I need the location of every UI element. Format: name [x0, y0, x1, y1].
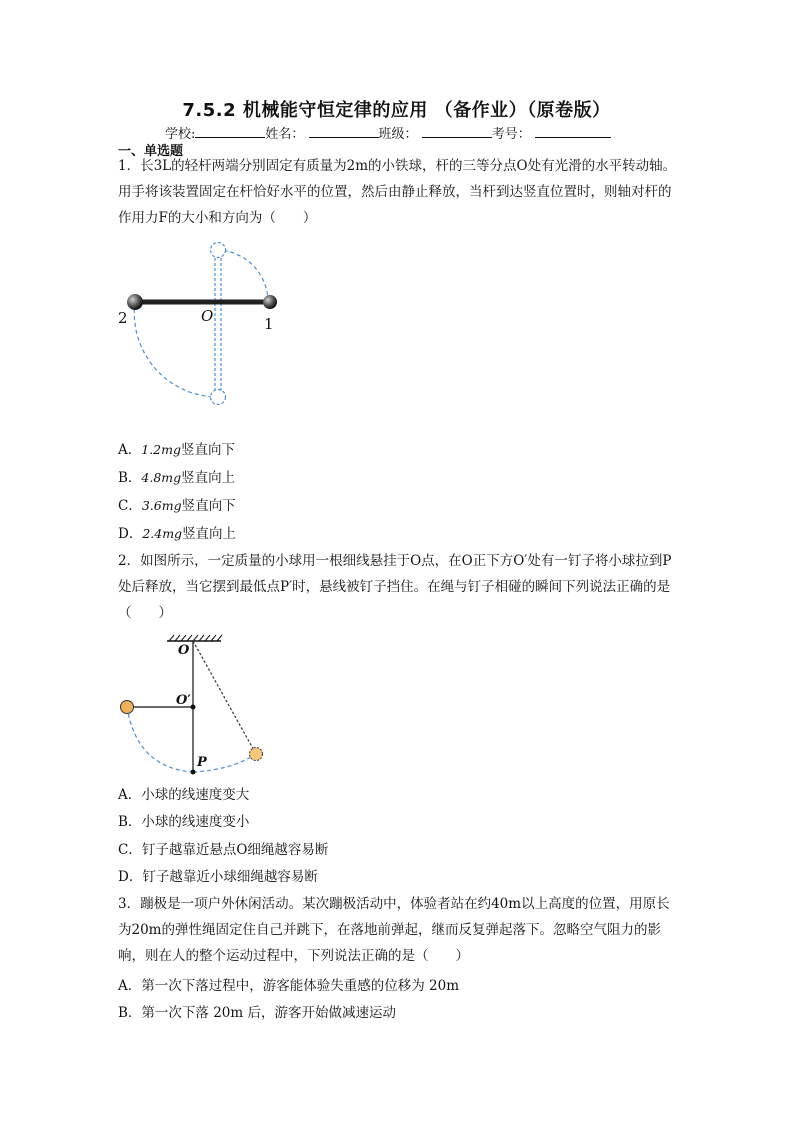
option-text: 竖直向上	[182, 526, 237, 542]
section-heading: 一、单选题	[118, 144, 184, 159]
q2-option-d[interactable]	[118, 867, 318, 887]
option-value: 4.8mg	[141, 470, 182, 485]
option-letter: C．	[118, 498, 142, 514]
name-blank[interactable]	[309, 125, 379, 138]
horizontal-rod	[135, 300, 268, 305]
option-letter: C．	[118, 842, 142, 858]
q1-option-a[interactable]	[118, 440, 235, 460]
school-label: 学校:	[165, 127, 196, 142]
school-blank[interactable]	[195, 125, 265, 138]
option-text: 钉子越靠近悬点O细绳越容易断	[141, 842, 329, 858]
option-letter: D．	[118, 869, 143, 885]
q1-option-d[interactable]	[118, 524, 236, 544]
exam-number-label: 考号：	[491, 127, 531, 142]
q3-option-a[interactable]	[118, 976, 459, 996]
exam-number-blank[interactable]	[535, 125, 611, 138]
question-2-text: 2．如图所示，一定质量的小球用一根细线悬挂于O点，在O正下方O′处有一钉子将小球拉到P处后释放，当它摆到最低点P′时，悬线被钉子挡住。在绳与钉子相碰的瞬间下列说法正确的是（ ）	[118, 553, 672, 621]
page-title: 7.5.2 机械能守恒定律的应用 （备作业）（原卷版）	[182, 100, 611, 121]
option-text: 竖直向下	[181, 498, 236, 514]
label-o-prime: O′	[176, 693, 191, 708]
option-text: 第一次下落过程中，游客能体验失重感的位移为 20m	[141, 978, 460, 994]
label-ball-1: 1	[264, 315, 274, 333]
option-letter: A．	[118, 442, 142, 458]
iron-ball-1	[263, 295, 277, 309]
q1-option-b[interactable]	[118, 468, 235, 488]
q3-option-b[interactable]	[118, 1003, 396, 1023]
q2-option-b[interactable]	[118, 812, 249, 832]
lowest-point	[191, 770, 196, 775]
dashed-arc-left	[127, 707, 193, 772]
label-p: P	[197, 755, 207, 770]
question-2-figure	[115, 632, 275, 782]
dotted-string	[193, 641, 256, 754]
q2-option-c[interactable]	[118, 840, 328, 860]
nail-point	[191, 705, 196, 710]
ball-right-dashed	[250, 748, 263, 761]
option-letter: A．	[118, 787, 142, 803]
option-letter: B．	[118, 814, 142, 830]
option-text: 钉子越靠近小球细绳越容易断	[142, 869, 318, 885]
option-value: 3.6mg	[141, 498, 182, 513]
option-text: 竖直向上	[181, 470, 236, 486]
dashed-arc-ball-1	[218, 250, 268, 302]
ceiling-hatch	[169, 635, 222, 641]
option-text: 竖直向下	[180, 442, 235, 458]
option-text: 第一次下落 20m 后，游客开始做减速运动	[141, 1005, 396, 1021]
option-letter: D．	[118, 526, 143, 542]
option-value: 2.4mg	[142, 526, 183, 541]
name-label: 姓名：	[265, 127, 305, 142]
label-ball-2: 2	[118, 309, 128, 327]
ball-left	[121, 701, 134, 714]
student-info-line	[165, 123, 611, 142]
question-1-figure	[115, 240, 285, 410]
label-o: O	[178, 643, 190, 658]
iron-ball-2	[127, 294, 143, 310]
option-value: 1.2mg	[141, 442, 181, 457]
dashed-ball-bottom	[211, 390, 226, 405]
class-label: 班级：	[378, 127, 418, 142]
option-letter: B．	[118, 1005, 142, 1021]
question-3-text: 3．蹦极是一项户外休闲活动。某次蹦极活动中，体验者站在约40m以上高度的位置，用原长为20m的弹性绳固定住自己并跳下，在落地前弹起，继而反复弹起落下。忽略空气阻力的影响，则在人的整个运动过程中，下列说法正确的是（ ）	[118, 896, 670, 964]
option-text: 小球的线速度变小	[141, 814, 250, 830]
label-axis-o: O	[201, 307, 214, 325]
question-1-text: 1．长3L的轻杆两端分别固定有质量为2m的小铁球，杆的三等分点O处有光滑的水平转动轴。用手将该装置固定在杆恰好水平的位置，然后由静止释放，当杆到达竖直位置时，则轴对杆的作用力F的大小和方向为（ ）	[118, 158, 677, 226]
option-letter: A．	[118, 978, 142, 994]
option-text: 小球的线速度变大	[141, 787, 250, 803]
dashed-ball-top	[211, 243, 226, 258]
q1-option-c[interactable]	[118, 496, 236, 516]
class-blank[interactable]	[422, 125, 492, 138]
q2-option-a[interactable]	[118, 785, 249, 805]
option-letter: B．	[118, 470, 142, 486]
